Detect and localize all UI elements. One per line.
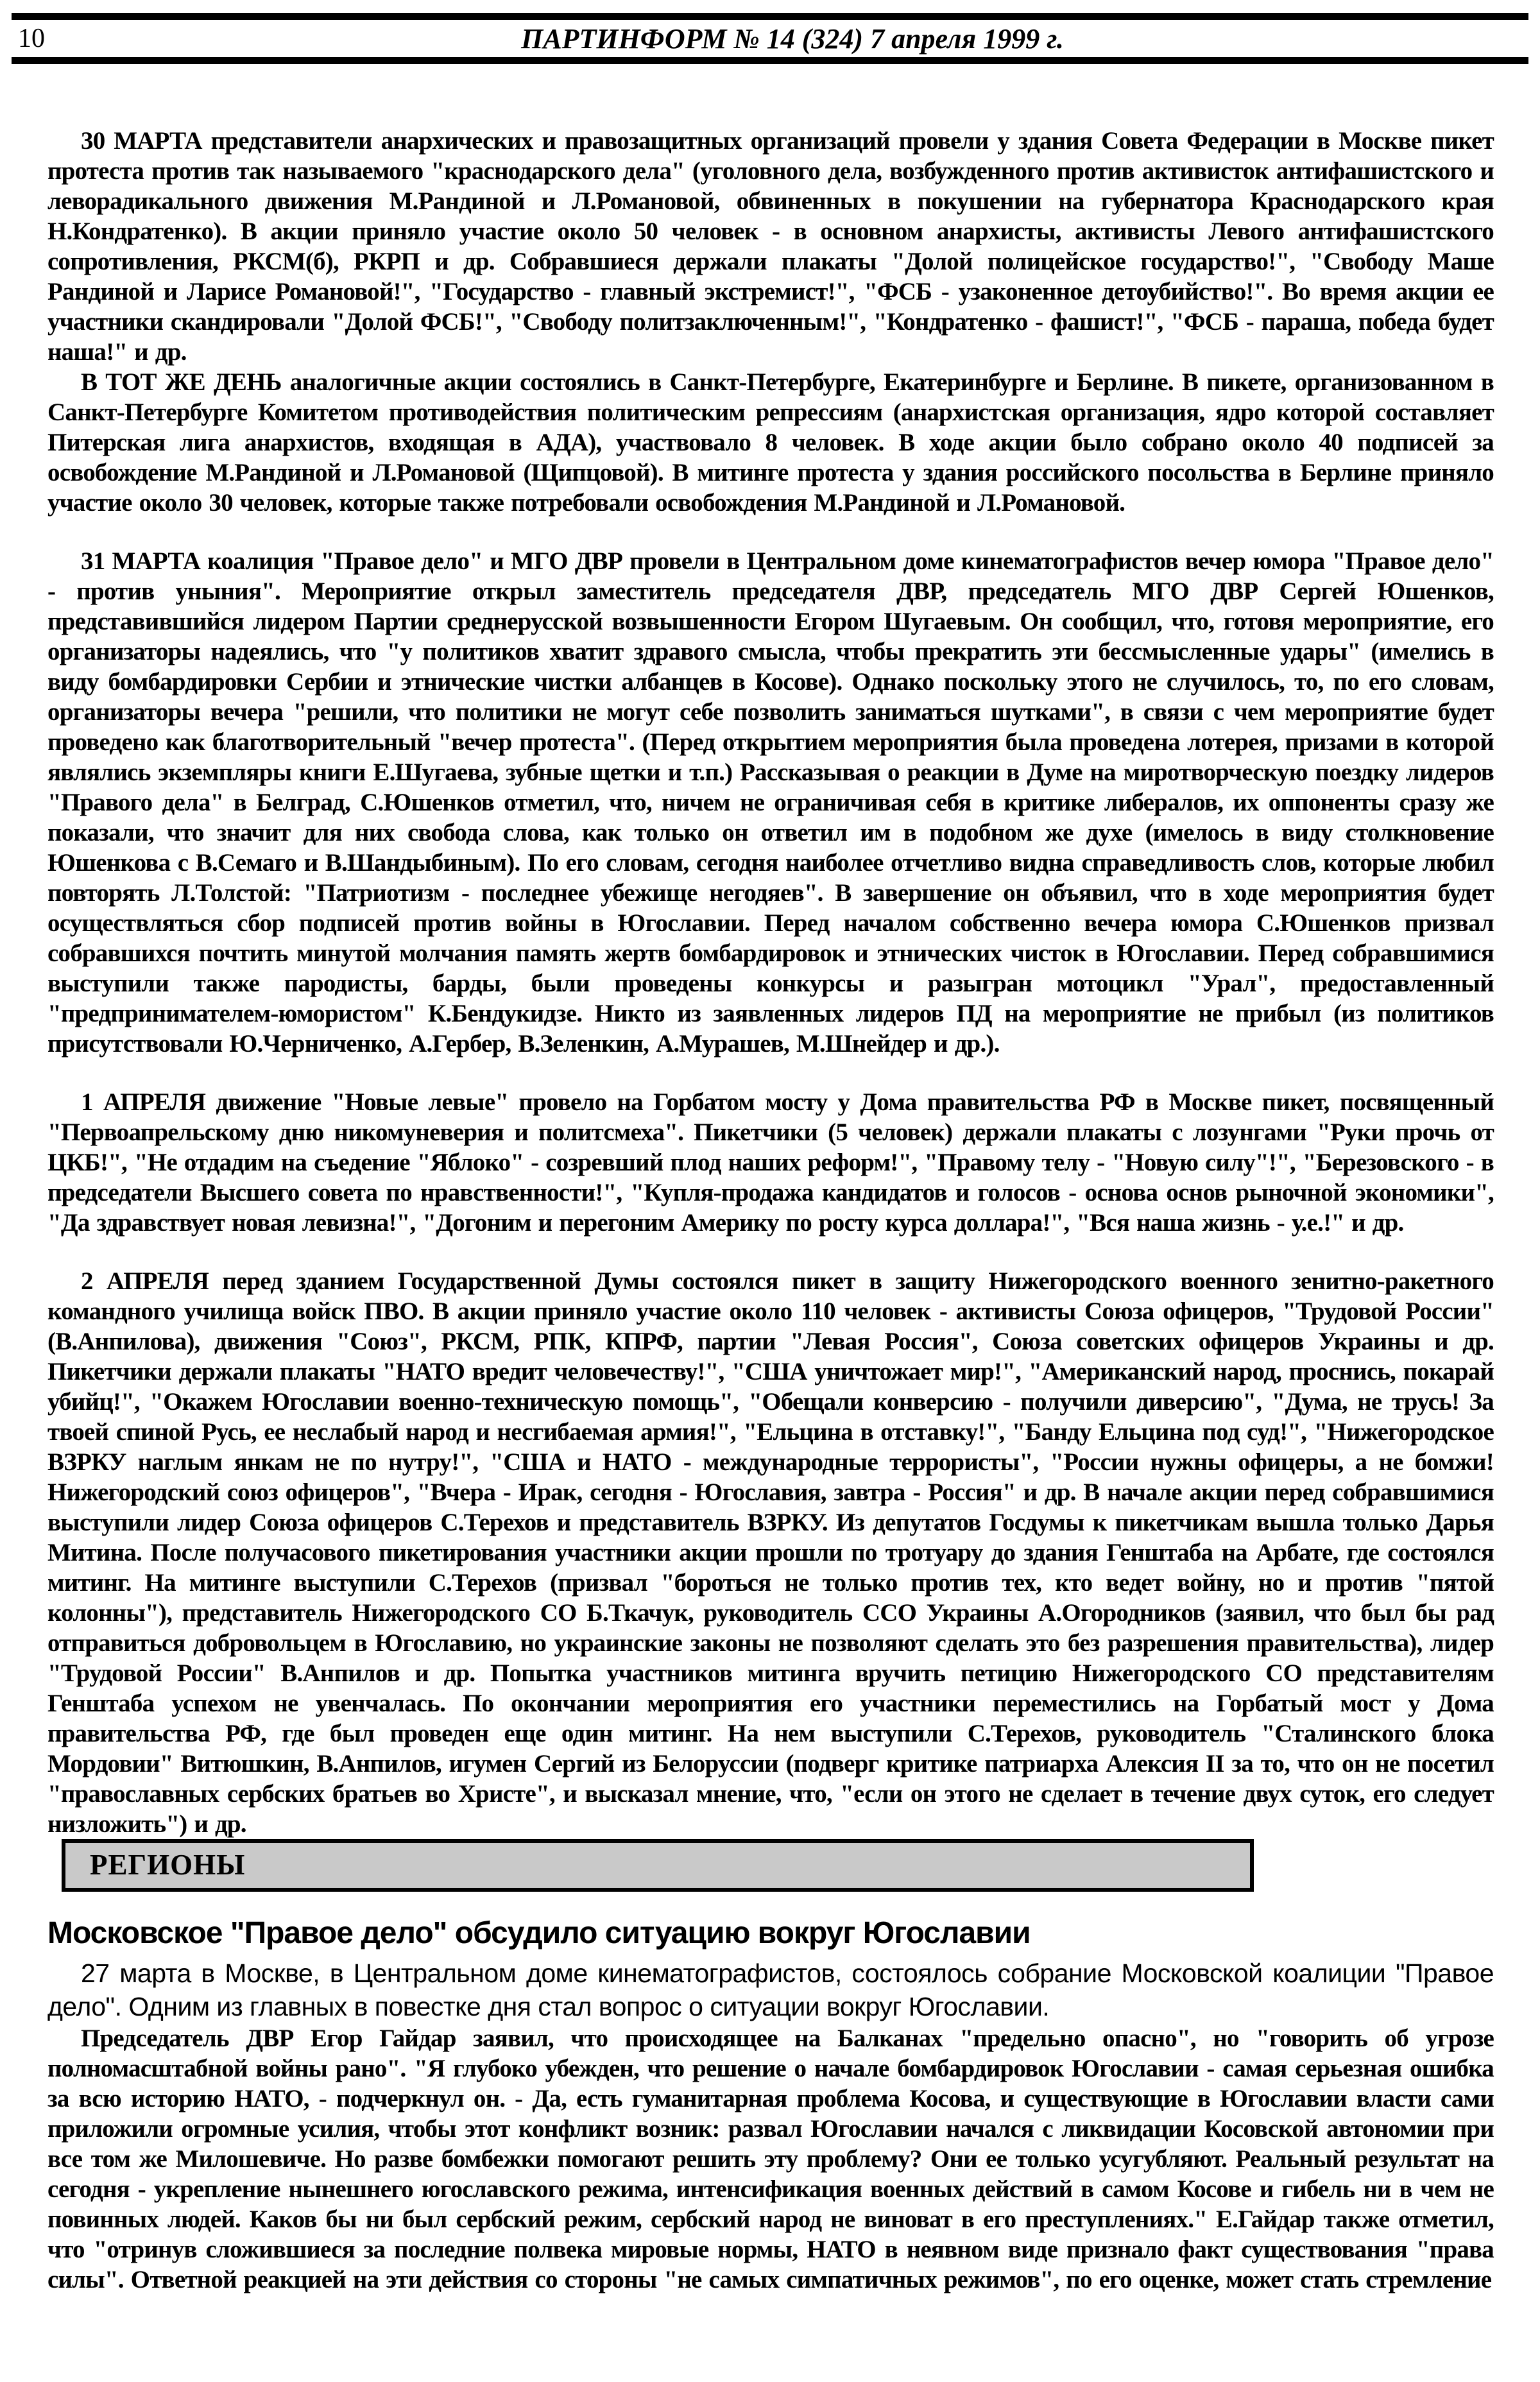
journal-title: ПАРТИНФОРМ № 14 (324) 7 апреля 1999 г. xyxy=(521,22,1064,55)
article-lead-paragraph: 27 марта в Москве, в Центральном доме кинематографистов, состоялось собрание Московской коалиции "Правое дело". Одним из главных в повестке дня стал вопрос о ситуации вокруг Югославии. xyxy=(47,1958,1494,2021)
page-number: 10 xyxy=(18,24,45,53)
news-paragraph-march30: 30 МАРТА представители анархических и правозащитных организаций провели у здания Совета Федерации в Москве пикет протеста против так называемого "краснодарского дела" (уголовного дела, возбужденного против активисток антифашистского и леворадикального движения М.Рандиной и Л.Романовой, обвиненных в покушении на губернатора Краснодарского края Н.Кондратенко). В акции приняло участие около 50 человек - в основном анархисты, активисты Левого антифашистского сопротивления, РКСМ(б), РКРП и др. Собравшиеся держали плакаты "Долой полицейское государство!", "Свободу Маше Рандиной и Ларисе Романовой!", "Государство - главный экстремист!", "ФСБ - узаконенное детоубийство!". Во время акции ее участники скандировали "Долой ФСБ!", "Свободу политзаключенным!", "Кондратенко - фашист!", "ФСБ - параша, победа будет наша!" и др. xyxy=(47,127,1494,366)
news-paragraph-same-day: В ТОТ ЖЕ ДЕНЬ аналогичные акции состоялись в Санкт-Петербурге, Екатеринбурге и Берлине. В пикете, организованном в Санкт-Петербурге Комитетом противодействия политическим репрессиям (анархистская организация, ядро которой составляет Питерская лига анархистов, входящая в АДА), участвовало 8 человек. В ходе акции было собрано около 40 подписей за освобождение М.Рандиной и Л.Романовой (Щипцовой). В митинге протеста у здания российского посольства в Берлине приняло участие около 30 человек, которые также потребовали освобождения М.Рандиной и Л.Романовой. xyxy=(47,368,1494,517)
regions-section-banner xyxy=(62,1839,1254,1892)
regions-section-label: РЕГИОНЫ xyxy=(90,1849,246,1881)
news-paragraph-march31: 31 МАРТА коалиция "Правое дело" и МГО ДВР провели в Центральном доме кинематографистов вечер юмора "Правое дело" - против уныния". Мероприятие открыл заместитель председателя ДВР, председатель МГО ДВР Сергей Юшенков, представившийся лидером Партии среднерусской возвышенности Егором Шугаевым. Он сообщил, что, готовя мероприятие, его организаторы надеялись, что "у политиков хватит здравого смысла, чтобы прекратить эти бессмысленные удары" (имелись в виду бомбардировки Сербии и этнические чистки албанцев в Косове). Однако поскольку этого не случилось, то, по его словам, организаторы вечера "решили, что политики не могут себе позволить заниматься шутками", в связи с чем мероприятие будет проведено как благотворительный "вечер протеста". (Перед открытием мероприятия была проведена лотерея, призами в которой являлись экземпляры книги Е.Шугаева, зубные щетки и т.п.) Рассказывая о реакции в Думе на миротворческую поездку лидеров "Правого дела" в Белград, С.Юшенков отметил, что, ничем не ограничивая себя в критике либералов, их оппоненты сразу же показали, что значит для них свобода слова, как только он ответил им в подобном же духе (имелось в виду столкновение Юшенкова с В.Семаго и В.Шандыбиным). По его словам, сегодня наиболее отчетливо видна справедливость слов, которые любил повторять Л.Толстой: "Патриотизм - последнее убежище негодяев". В завершение он объявил, что в ходе мероприятия будет осуществляться сбор подписей против войны в Югославии. Перед началом собственно вечера юмора С.Юшенков призвал собравшихся почтить минутой молчания память жертв бомбардировок и этнических чисток в Югославии. Перед собравшимися выступили также пародисты, барды, были проведены конкурсы и разыгран мотоцикл "Урал", предоставленный "предпринимателем-юмористом" К.Бендукидзе. Никто из заявленных лидеров ПД на мероприятие не прибыл (из политиков присутствовали Ю.Черниченко, А.Гербер, В.Зеленкин, А.Мурашев, М.Шнейдер и др.). xyxy=(47,547,1494,1058)
news-paragraph-april1: 1 АПРЕЛЯ движение "Новые левые" провело на Горбатом мосту у Дома правительства РФ в Москве пикет, посвященный "Первоапрельскому дню никомуневерия и политсмеха". Пикетчики (5 человек) держали плакаты с лозунгами "Руки прочь от ЦКБ!", "Не отдадим на съедение "Яблоко" - созревший плод наших реформ!", "Правому телу - "Новую силу"!", "Березовского - в председатели Высшего совета по нравственности!", "Купля-продажа кандидатов и голосов - основа основ рыночной экономики", "Да здравствует новая левизна!", "Догоним и перегоним Америку по росту курса доллара!", "Вся наша жизнь - у.е.!" и др. xyxy=(47,1088,1494,1237)
article-body-paragraph: Председатель ДВР Егор Гайдар заявил, что происходящее на Балканах "предельно опасно", но "говорить об угрозе полномасштабной войны рано". "Я глубоко убежден, что решение о начале бомбардировок Югославии - самая серьезная ошибка за всю историю НАТО, - подчеркнул он. - Да, есть гуманитарная проблема Косова, и существующие в Югославии власти сами приложили огромные усилия, чтобы этот конфликт возник: развал Югославии начался с ликвидации Косовской автономии при все том же Милошевиче. Но разве бомбежки помогают решить эту проблему? Они ее только усугубляют. Реальный результат на сегодня - укрепление нынешнего югославского режима, интенсификация военных действий в самом Косове и гибель ни в чем не повинных людей. Каков бы ни был сербский режим, сербский народ не виноват в его преступлениях." Е.Гайдар также отметил, что "отринув сложившиеся за последние полвека мировые нормы, НАТО в неявном виде признало факт существования "права силы". Ответной реакцией на эти действия со стороны "не самых симпатичных режимов", по его оценке, может стать стремление xyxy=(47,2025,1494,2293)
news-paragraph-april2: 2 АПРЕЛЯ перед зданием Государственной Думы состоялся пикет в защиту Нижегородского военного зенитно-ракетного командного училища войск ПВО. В акции приняло участие около 110 человек - активисты Союза офицеров, "Трудовой России" (В.Анпилова), движения "Союз", РКСМ, РПК, КПРФ, партии "Левая Россия", Союза советских офицеров Украины и др. Пикетчики держали плакаты "НАТО вредит человечеству!", "США уничтожает мир!", "Американский народ, проснись, покарай убийц!", "Окажем Югославии военно-техническую помощь", "Обещали конверсию - получили диверсию", "Дума, не трусь! За твоей спиной Русь, ее неслабый народ и несгибаемая армия!", "Ельцина в отставку!", "Банду Ельцина под суд!", "Нижегородское ВЗРКУ наглым янкам не по нутру!", "США и НАТО - международные террористы", "России нужны офицеры, а не бомжи! Нижегородский союз офицеров", "Вчера - Ирак, сегодня - Югославия, завтра - Россия" и др. В начале акции перед собравшимися выступили лидер Союза офицеров С.Терехов и представитель ВЗРКУ. Из депутатов Госдумы к пикетчикам вышла только Дарья Митина. После получасового пикетирования участники акции прошли по тротуару до здания Генштаба на Арбате, где состоялся митинг. На митинге выступили С.Терехов (призвал "бороться не только против тех, кто ведет войну, но и против "пятой колонны"), представитель Нижегородского СО Б.Ткачук, руководитель ССО Украины А.Огородников (заявил, что был бы рад отправиться добровольцем в Югославию, но украинские законы не позволяют сделать это без разрешения правительства), лидер "Трудовой России" В.Анпилов и др. Попытка участников митинга вручить петицию Нижегородского СО представителям Генштаба успехом не увенчалась. По окончании мероприятия его участники переместились на Горбатый мост у Дома правительства РФ, где был проведен еще один митинг. На нем выступили С.Терехов, руководитель "Сталинского блока Мордовии" Витюшкин, В.Анпилов, игумен Сергий из Белоруссии (подверг критике патриарха Алексия II за то, что он не посетил "православных сербских братьев во Христе", и высказал мнение, что, "если он этого не сделает в течение двух суток, его следует низложить") и др. xyxy=(47,1267,1494,1838)
running-header xyxy=(12,13,1528,64)
chronicle-section xyxy=(47,126,1494,1839)
article-headline: Московское "Правое дело" обсудило ситуацию вокруг Югославии xyxy=(47,1916,1031,1950)
regions-article xyxy=(47,1915,1494,2295)
